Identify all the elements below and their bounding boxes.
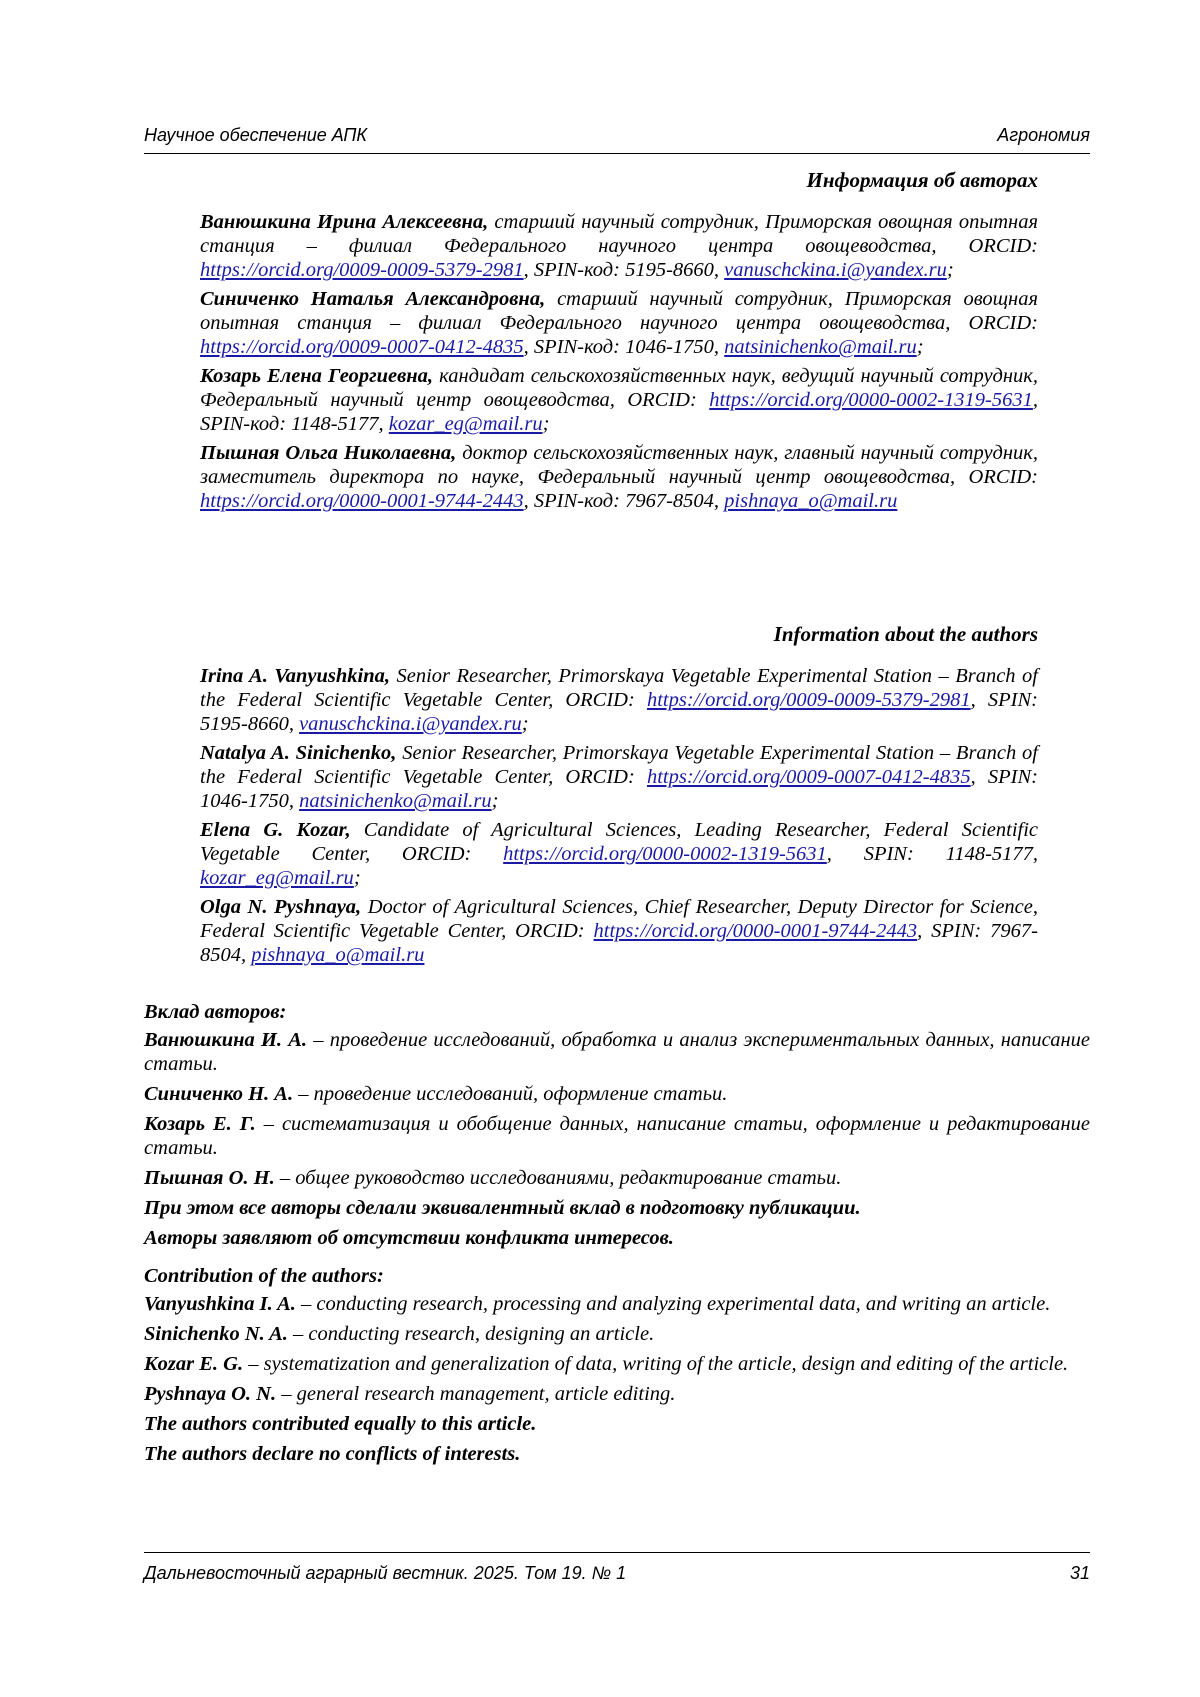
author-entry-en <box>200 741 1038 813</box>
author-name: Olga N. Pyshnaya, <box>200 896 362 918</box>
author-spin: , SPIN: 7967-8504, <box>200 920 1038 966</box>
page-number: 31 <box>1069 1563 1090 1583</box>
authors-ru-title: Информация об авторах <box>806 168 1038 192</box>
author-spin: , SPIN: 5195-8660, <box>200 689 1038 735</box>
author-spin: , SPIN-код: 5195-8660, <box>523 259 720 281</box>
email-link[interactable]: vanuschckina.i@yandex.ru <box>724 259 947 281</box>
author-name: Irina A. Vanyushkina, <box>200 665 390 687</box>
contribution-en-title: Contribution of the authors: <box>144 1265 384 1287</box>
header-discipline: Агрономия <box>997 125 1090 145</box>
contribution-text: – общее руководство исследованиями, редактирование статьи. <box>274 1167 842 1189</box>
contribution-en <box>144 1264 1090 1472</box>
entry-end: ; <box>491 790 499 812</box>
authors-en-title: Information about the authors <box>773 622 1038 646</box>
contribution-text: – проведение исследований, обработка и анализ экспериментальных данных, написание статьи. <box>144 1029 1090 1075</box>
author-description: Doctor of Agricultural Sciences, Chief Researcher, Deputy Director for Science, Federal Scientific Vegetable Center, ORCID: <box>200 896 1038 942</box>
entry-end: ; <box>916 336 924 358</box>
author-description: доктор сельскохозяйственных наук, главный научный сотрудник, заместитель директора по науке, Федеральный научный центр овощеводства, ORCID: <box>200 442 1039 488</box>
contributor-name: Козарь Е. Г. <box>144 1113 256 1135</box>
author-entry-ru <box>200 287 1038 359</box>
running-header <box>144 123 1090 154</box>
email-link[interactable]: natsinichenko@mail.ru <box>724 336 917 358</box>
author-spin: , SPIN-код: 1046-1750, <box>523 336 720 358</box>
contributor-name: Пышная О. Н. <box>144 1167 275 1189</box>
author-spin: , SPIN-код: 7967-8504, <box>523 490 720 512</box>
orcid-link[interactable]: https://orcid.org/0009-0007-0412-4835 <box>646 766 971 788</box>
author-entry-ru <box>200 441 1038 513</box>
orcid-link[interactable]: https://orcid.org/0009-0009-5379-2981 <box>200 259 524 281</box>
entry-end: ; <box>353 867 361 889</box>
contribution-text: – проведение исследований, оформление статьи. <box>293 1083 728 1105</box>
author-entry-ru <box>200 210 1038 282</box>
conflict-statement: Авторы заявляют об отсутствии конфликта интересов. <box>144 1227 674 1249</box>
email-link[interactable]: pishnaya_o@mail.ru <box>251 944 425 966</box>
contribution-text: – систематизация и обобщение данных, написание статьи, оформление и редактирование статьи. <box>144 1113 1091 1159</box>
contribution-item <box>144 1352 1090 1376</box>
contribution-item <box>144 1082 1090 1106</box>
author-description: Senior Researcher, Primorskaya Vegetable Experimental Station – Branch of the Federal Scientific Vegetable Center, ORCID: <box>200 665 1038 711</box>
contributor-name: Kozar E. G. <box>144 1353 244 1375</box>
orcid-link[interactable]: https://orcid.org/0000-0001-9744-2443 <box>200 490 524 512</box>
author-entry-ru <box>200 364 1038 436</box>
contribution-ru-title: Вклад авторов: <box>144 1001 287 1023</box>
author-description: Candidate of Agricultural Sciences, Leading Researcher, Federal Scientific Vegetable Center, ORCID: <box>200 819 1039 865</box>
contribution-item <box>144 1112 1090 1160</box>
footer-citation: Дальневосточный аграрный вестник. 2025. Том 19. № 1 <box>144 1563 627 1583</box>
authors-en-list <box>200 664 1038 972</box>
contribution-item <box>144 1292 1090 1316</box>
author-entry-en <box>200 818 1038 890</box>
contributor-name: Vanyushkina I. A. <box>144 1293 296 1315</box>
author-name: Elena G. Kozar, <box>200 819 351 841</box>
contributor-name: Синиченко Н. А. <box>144 1083 294 1105</box>
contributor-name: Sinichenko N. A. <box>144 1323 288 1345</box>
orcid-link[interactable]: https://orcid.org/0000-0002-1319-5631 <box>503 843 827 865</box>
contributor-name: Pyshnaya O. N. <box>144 1383 277 1405</box>
email-link[interactable]: kozar_eg@mail.ru <box>388 413 543 435</box>
header-journal-section: Научное обеспечение АПК <box>144 125 368 145</box>
email-link[interactable]: pishnaya_o@mail.ru <box>724 490 898 512</box>
contribution-item <box>144 1028 1090 1076</box>
email-link[interactable]: kozar_eg@mail.ru <box>200 867 354 889</box>
author-description: старший научный сотрудник, Приморская овощная опытная станция – филиал Федерального научного центра овощеводства, ORCID: <box>200 211 1038 257</box>
contributor-name: Ванюшкина И. А. <box>144 1029 308 1051</box>
author-name: Natalya A. Sinichenko, <box>200 742 397 764</box>
entry-end: ; <box>542 413 550 435</box>
contribution-item <box>144 1322 1090 1346</box>
author-name: Козарь Елена Георгиевна, <box>200 365 434 387</box>
author-entry-en <box>200 664 1038 736</box>
author-spin: , SPIN-код: 1148-5177, <box>200 389 1039 435</box>
contribution-text: – conducting research, designing an article. <box>287 1323 655 1345</box>
author-entry-en <box>200 895 1038 967</box>
equal-contribution-statement: The authors contributed equally to this article. <box>144 1413 537 1435</box>
email-link[interactable]: vanuschckina.i@yandex.ru <box>299 713 522 735</box>
orcid-link[interactable]: https://orcid.org/0009-0009-5379-2981 <box>646 689 971 711</box>
contribution-item <box>144 1382 1090 1406</box>
entry-end: ; <box>946 259 954 281</box>
author-description: Senior Researcher, Primorskaya Vegetable Experimental Station – Branch of the Federal Scientific Vegetable Center, ORCID: <box>200 742 1038 788</box>
equal-contribution-statement: При этом все авторы сделали эквивалентный вклад в подготовку публикации. <box>144 1197 861 1219</box>
authors-ru-list <box>200 210 1038 518</box>
orcid-link[interactable]: https://orcid.org/0000-0002-1319-5631 <box>709 389 1033 411</box>
contribution-ru <box>144 1000 1090 1256</box>
contribution-item <box>144 1166 1090 1190</box>
email-link[interactable]: natsinichenko@mail.ru <box>299 790 492 812</box>
contribution-text: – conducting research, processing and analyzing experimental data, and writing an article. <box>295 1293 1051 1315</box>
author-name: Синиченко Наталья Александровна, <box>200 288 546 310</box>
author-spin: , SPIN: 1148-5177, <box>826 843 1039 865</box>
entry-end: ; <box>521 713 529 735</box>
conflict-statement: The authors declare no conflicts of interests. <box>144 1443 521 1465</box>
contribution-text: – systematization and generalization of data, writing of the article, design and editing of the article. <box>243 1353 1069 1375</box>
author-spin: , SPIN: 1046-1750, <box>200 766 1038 812</box>
contribution-text: – general research management, article editing. <box>276 1383 676 1405</box>
orcid-link[interactable]: https://orcid.org/0009-0007-0412-4835 <box>200 336 524 358</box>
author-name: Пышная Ольга Николаевна, <box>200 442 457 464</box>
author-description: старший научный сотрудник, Приморская овощная опытная станция – филиал Федерального научного центра овощеводства, ORCID: <box>200 288 1039 334</box>
author-description: кандидат сельскохозяйственных наук, ведущий научный сотрудник, Федеральный научный центр овощеводства, ORCID: <box>200 365 1038 411</box>
orcid-link[interactable]: https://orcid.org/0000-0001-9744-2443 <box>593 920 918 942</box>
author-name: Ванюшкина Ирина Алексеевна, <box>200 211 489 233</box>
page-footer <box>144 1552 1090 1583</box>
